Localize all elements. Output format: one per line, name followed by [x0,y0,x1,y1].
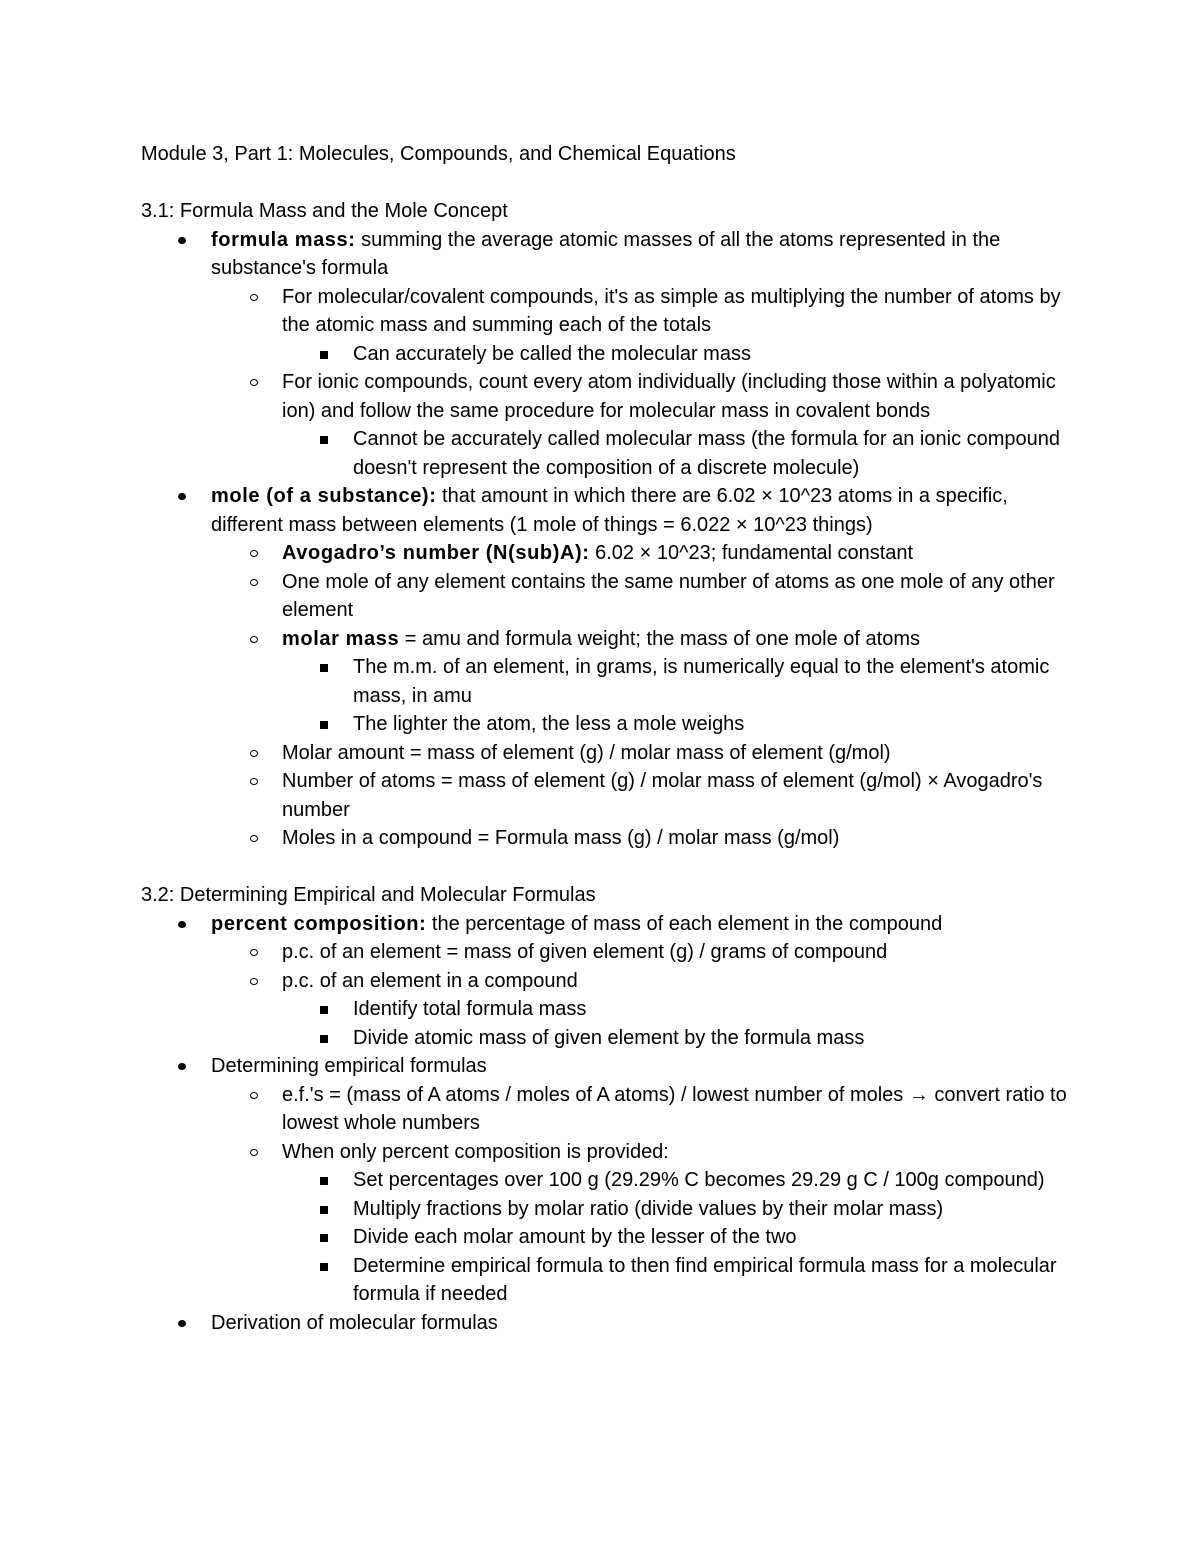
list-item [141,653,1071,710]
definition-text: = amu and formula weight; the mass of one mole of atoms [399,627,920,650]
list-text: e.f.'s = (mass of A atoms / moles of A atoms) / lowest number of moles → convert ratio to lowest whole numbers [282,1083,1067,1134]
list-text: For molecular/covalent compounds, it's as simple as multiplying the number of atoms by the atomic mass and summing each of the totals [282,285,1061,336]
list-text: Determining empirical formulas [211,1055,487,1077]
term-formula-mass: formula mass: [211,228,356,251]
list-text: p.c. of an element in a compound [282,969,578,992]
list-item [141,767,1071,824]
list-item [141,1081,1071,1138]
list-text: Divide atomic mass of given element by the formula mass [353,1026,865,1049]
list-text: The lighter the atom, the less a mole weighs [353,713,745,735]
list-text: Derivation of molecular formulas [211,1311,498,1334]
list-item [141,425,1071,482]
list-text: Set percentages over 100 g (29.29% C becomes 29.29 g C / 100g compound) [353,1169,1045,1191]
document-body [141,140,1071,1337]
list-item [141,1138,1071,1167]
list-text: When only percent composition is provided: [282,1140,669,1163]
section-heading-3-2: 3.2: Determining Empirical and Molecular Formulas [141,884,596,906]
list-text: Number of atoms = mass of element (g) / molar mass of element (g/mol) × Avogadro's number [282,770,1043,821]
section-spacer [141,853,1071,882]
list-item [141,824,1071,853]
list-item [141,368,1071,425]
list-item [141,568,1071,625]
list-item [141,995,1071,1024]
list-item [141,910,1071,939]
list-item [141,1309,1071,1338]
definition-text: summing the average atomic masses of all the atoms represented in the substance's formula [211,228,1001,279]
term-mole: mole (of a substance): [211,485,437,507]
list-item [141,482,1071,539]
list-item [141,340,1071,369]
definition-text: 6.02 × 10^23; fundamental constant [589,542,914,564]
list-item [141,1166,1071,1195]
list-item [141,710,1071,739]
definition-text: that amount in which there are 6.02 × 10^23 atoms in a specific, different mass between elements (1 mole of things = 6.022 × 10^23 things) [211,485,1008,536]
list-text: For ionic compounds, count every atom individually (including those within a polyatomic ion) and follow the same procedure for molecular mass in covalent bonds [282,371,1056,422]
term-avogadro-number: Avogadro’s number (N(sub)A): [282,542,590,564]
list-item [141,539,1071,568]
list-text: Identify total formula mass [353,998,587,1020]
section-heading-3-1: 3.1: Formula Mass and the Mole Concept [141,200,508,222]
definition-text: the percentage of mass of each element in the compound [426,912,943,935]
list-item [141,1223,1071,1252]
list-text: Multiply fractions by molar ratio (divide values by their molar mass) [353,1197,944,1220]
list-item [141,1024,1071,1053]
list-text: Divide each molar amount by the lesser of the two [353,1226,797,1248]
list-text: Cannot be accurately called molecular mass (the formula for an ionic compound doesn't represent the composition of a discrete molecule) [353,428,1061,479]
list-item [141,1052,1071,1081]
list-text: p.c. of an element = mass of given element (g) / grams of compound [282,941,888,963]
list-item [141,625,1071,654]
list-item [141,1195,1071,1224]
list-text: Molar amount = mass of element (g) / molar mass of element (g/mol) [282,741,891,764]
term-molar-mass: molar mass [282,627,400,650]
list-item [141,283,1071,340]
list-item [141,967,1071,996]
list-item [141,226,1071,283]
list-item [141,1252,1071,1309]
list-text: Can accurately be called the molecular mass [353,342,751,365]
term-percent-composition: percent composition: [211,912,427,935]
list-text: Moles in a compound = Formula mass (g) / molar mass (g/mol) [282,827,840,849]
list-text: The m.m. of an element, in grams, is numerically equal to the element's atomic mass, in amu [353,656,1050,707]
list-text: Determine empirical formula to then find empirical formula mass for a molecular formula if needed [353,1254,1057,1305]
document-title: Module 3, Part 1: Molecules, Compounds, and Chemical Equations [141,143,736,165]
list-text: One mole of any element contains the same number of atoms as one mole of any other element [282,570,1055,621]
list-item [141,938,1071,967]
list-item [141,739,1071,768]
